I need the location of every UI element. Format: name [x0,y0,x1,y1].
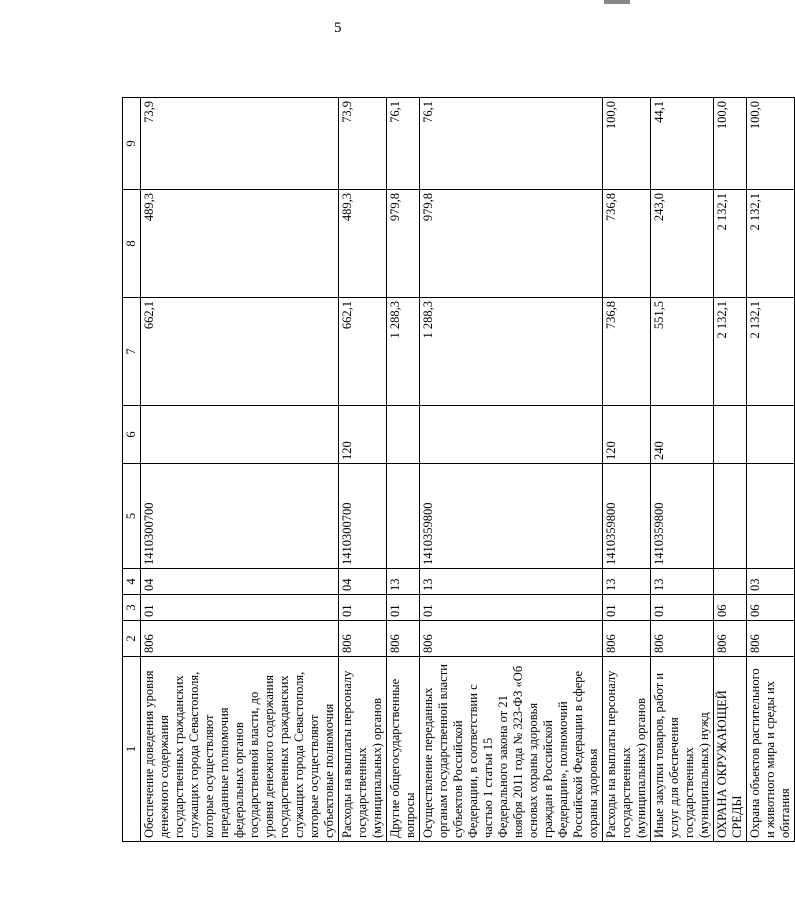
row-name: Расходы на выплаты персоналу государственных (муниципальных) органов [603,657,651,842]
cell-code: 806 [651,621,714,657]
cell-actual: 736,8 [603,190,651,298]
cell-target [714,464,747,569]
cell-subsection: 13 [603,569,651,595]
cell-target: 1410300700 [141,464,339,569]
cell-code: 806 [141,621,339,657]
row-name: Другие общегосударственные вопросы [387,657,420,842]
row-name: Обеспечение доведения уровня денежного содержания государственных гражданских служащих города Севастополя, которые осуществляют переданные полномочия федеральных органов государственной власти, до уровня денежного содержания государственных гражданских служащих города Севастополя, которые осуществляют субъектовые полномочия [141,657,339,842]
column-header: 9 [123,98,141,190]
row-name: Расходы на выплаты персоналу государственных (муниципальных) органов [339,657,387,842]
cell-type [714,406,747,464]
cell-percent: 76,1 [420,98,603,190]
column-header: 1 [123,657,141,842]
cell-type: 120 [339,406,387,464]
table-row [603,98,651,842]
cell-percent: 100,0 [747,98,795,190]
cell-actual: 489,3 [339,190,387,298]
cell-percent: 73,9 [141,98,339,190]
budget-table [122,97,795,842]
cell-actual: 2 132,1 [747,190,795,298]
table-row [387,98,420,842]
cell-actual: 979,8 [387,190,420,298]
table-row [141,98,339,842]
cell-target [747,464,795,569]
table-row [339,98,387,842]
cell-target: 1410359800 [651,464,714,569]
cell-section: 01 [387,595,420,621]
table-row [714,98,747,842]
cell-actual: 489,3 [141,190,339,298]
cell-target: 1410359800 [420,464,603,569]
cell-code: 806 [387,621,420,657]
cell-type [141,406,339,464]
cell-plan: 662,1 [141,298,339,406]
cell-code: 806 [420,621,603,657]
cell-type [387,406,420,464]
cell-section: 01 [651,595,714,621]
cell-percent: 100,0 [714,98,747,190]
cell-actual: 2 132,1 [714,190,747,298]
cell-type [420,406,603,464]
cell-plan: 662,1 [339,298,387,406]
cell-target [387,464,420,569]
cell-code: 806 [747,621,795,657]
budget-table-rotated [122,98,792,842]
column-header: 7 [123,298,141,406]
scan-edge-mark [604,0,630,4]
cell-plan: 1 288,3 [420,298,603,406]
cell-section: 01 [339,595,387,621]
cell-subsection [714,569,747,595]
cell-percent: 73,9 [339,98,387,190]
row-name: ОХРАНА ОКРУЖАЮЩЕЙ СРЕДЫ [714,657,747,842]
cell-plan: 2 132,1 [714,298,747,406]
cell-type: 120 [603,406,651,464]
cell-plan: 1 288,3 [387,298,420,406]
cell-target: 1410300700 [339,464,387,569]
cell-percent: 44,1 [651,98,714,190]
cell-type [747,406,795,464]
cell-section: 01 [420,595,603,621]
cell-subsection: 04 [141,569,339,595]
table-row [420,98,603,842]
cell-target: 1410359800 [603,464,651,569]
cell-subsection: 13 [387,569,420,595]
cell-code: 806 [603,621,651,657]
cell-subsection: 13 [420,569,603,595]
cell-section: 06 [714,595,747,621]
table-row [651,98,714,842]
cell-actual: 243,0 [651,190,714,298]
column-header: 2 [123,621,141,657]
column-header: 5 [123,464,141,569]
cell-section: 01 [603,595,651,621]
row-name: Осуществление переданных органам государственной власти субъектов Российской Федерации, в соответствии с частью 1 статьи 15 Федерального закона от 21 ноября 2011 года № 323-ФЗ «Об основах охраны здоровья граждан в Российской Федерации», полномочий Российской Федерации в сфере охраны здоровья [420,657,603,842]
cell-subsection: 13 [651,569,714,595]
cell-plan: 551,5 [651,298,714,406]
cell-subsection: 03 [747,569,795,595]
cell-percent: 76,1 [387,98,420,190]
column-header: 3 [123,595,141,621]
cell-code: 806 [339,621,387,657]
cell-section: 01 [141,595,339,621]
cell-type: 240 [651,406,714,464]
cell-code: 806 [714,621,747,657]
cell-subsection: 04 [339,569,387,595]
table-row [747,98,795,842]
table-header-row [123,98,141,842]
row-name: Охрана объектов растительного и животного мира и среды их обитания [747,657,795,842]
cell-section: 06 [747,595,795,621]
cell-actual: 979,8 [420,190,603,298]
row-name: Иные закупки товаров, работ и услуг для обеспечения государственных (муниципальных) нужд [651,657,714,842]
cell-plan: 736,8 [603,298,651,406]
cell-percent: 100,0 [603,98,651,190]
page-number: 5 [334,20,342,36]
cell-plan: 2 132,1 [747,298,795,406]
column-header: 8 [123,190,141,298]
column-header: 4 [123,569,141,595]
column-header: 6 [123,406,141,464]
